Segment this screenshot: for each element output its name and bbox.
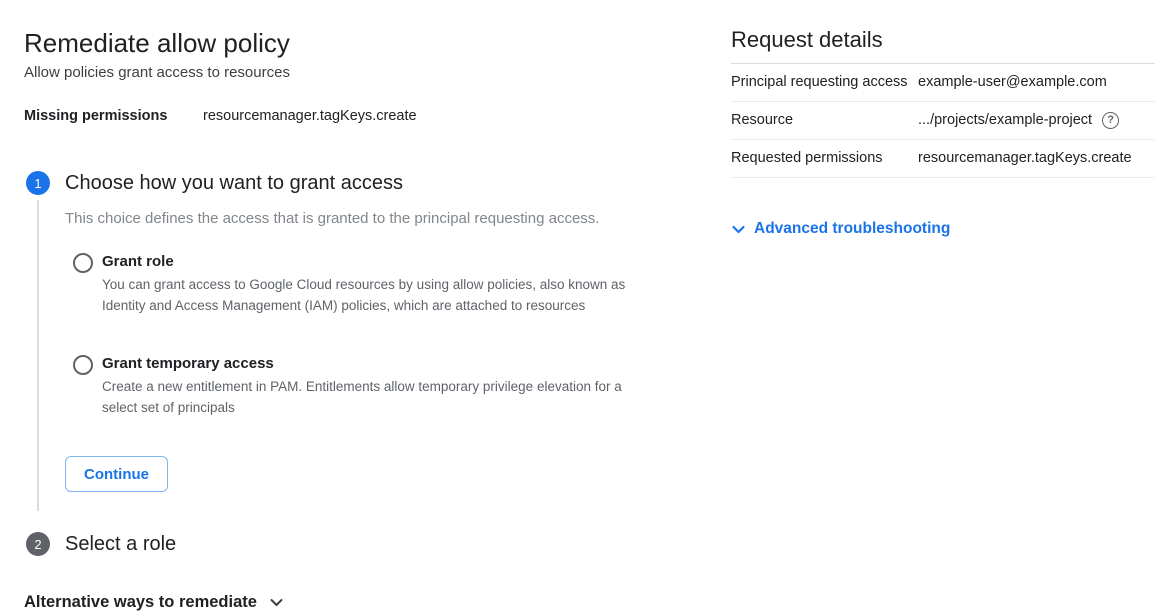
resource-value: .../projects/example-project xyxy=(918,112,1093,128)
continue-button[interactable]: Continue xyxy=(65,456,168,492)
grant-temporary-access-label: Grant temporary access xyxy=(102,355,274,372)
help-icon[interactable]: ? xyxy=(1102,112,1119,129)
grant-role-option[interactable] xyxy=(65,252,708,316)
advanced-troubleshooting-label: Advanced troubleshooting xyxy=(754,220,951,237)
stepper-connector-line xyxy=(37,200,39,511)
request-details-title: Request details xyxy=(731,27,883,52)
requested-permissions-label: Requested permissions xyxy=(731,150,883,166)
chevron-down-icon xyxy=(731,222,746,237)
grant-temporary-access-description: Create a new entitlement in PAM. Entitlements allow temporary privilege elevation for a select set of principals xyxy=(102,379,622,415)
step-1-body xyxy=(24,208,708,492)
grant-role-description: You can grant access to Google Cloud resources by using allow policies, also known as Identity and Access Management (IAM) policies, which are attached to resources xyxy=(102,277,626,313)
advanced-troubleshooting-toggle[interactable] xyxy=(731,219,1155,239)
principal-row xyxy=(731,64,1155,102)
grant-temporary-access-text xyxy=(102,354,647,418)
page-subtitle: Allow policies grant access to resources xyxy=(24,64,290,81)
principal-label: Principal requesting access xyxy=(731,74,908,90)
grant-role-radio[interactable] xyxy=(73,253,93,273)
resource-value-wrap xyxy=(918,108,1119,133)
requested-permissions-value: resourcemanager.tagKeys.create xyxy=(918,150,1132,166)
remediation-stepper xyxy=(24,171,708,556)
grant-role-label: Grant role xyxy=(102,253,174,270)
resource-label: Resource xyxy=(731,112,794,128)
step-2-number-badge: 2 xyxy=(26,532,50,556)
page-title: Remediate allow policy xyxy=(24,28,290,58)
step-1-title: Choose how you want to grant access xyxy=(65,172,403,194)
principal-value: example-user@example.com xyxy=(918,74,1107,90)
alternative-ways-toggle[interactable] xyxy=(24,592,708,612)
step-2-title: Select a role xyxy=(65,533,177,555)
remediation-panel xyxy=(24,0,708,612)
requested-permissions-row xyxy=(731,140,1155,178)
step-1-description: This choice defines the access that is granted to the principal requesting access. xyxy=(65,210,600,227)
alternative-ways-label: Alternative ways to remediate xyxy=(24,593,257,611)
missing-permissions-value: resourcemanager.tagKeys.create xyxy=(203,108,417,124)
grant-temporary-access-option[interactable] xyxy=(65,354,708,418)
missing-permissions-row xyxy=(24,107,708,125)
grant-role-text xyxy=(102,252,647,316)
grant-temporary-access-radio[interactable] xyxy=(73,355,93,375)
chevron-down-icon xyxy=(269,595,284,610)
step-1-header xyxy=(24,171,708,195)
resource-row xyxy=(731,102,1155,140)
step-1-number-badge: 1 xyxy=(26,171,50,195)
missing-permissions-label: Missing permissions xyxy=(24,108,168,124)
step-2-header xyxy=(24,532,708,556)
request-details-panel xyxy=(731,0,1155,239)
